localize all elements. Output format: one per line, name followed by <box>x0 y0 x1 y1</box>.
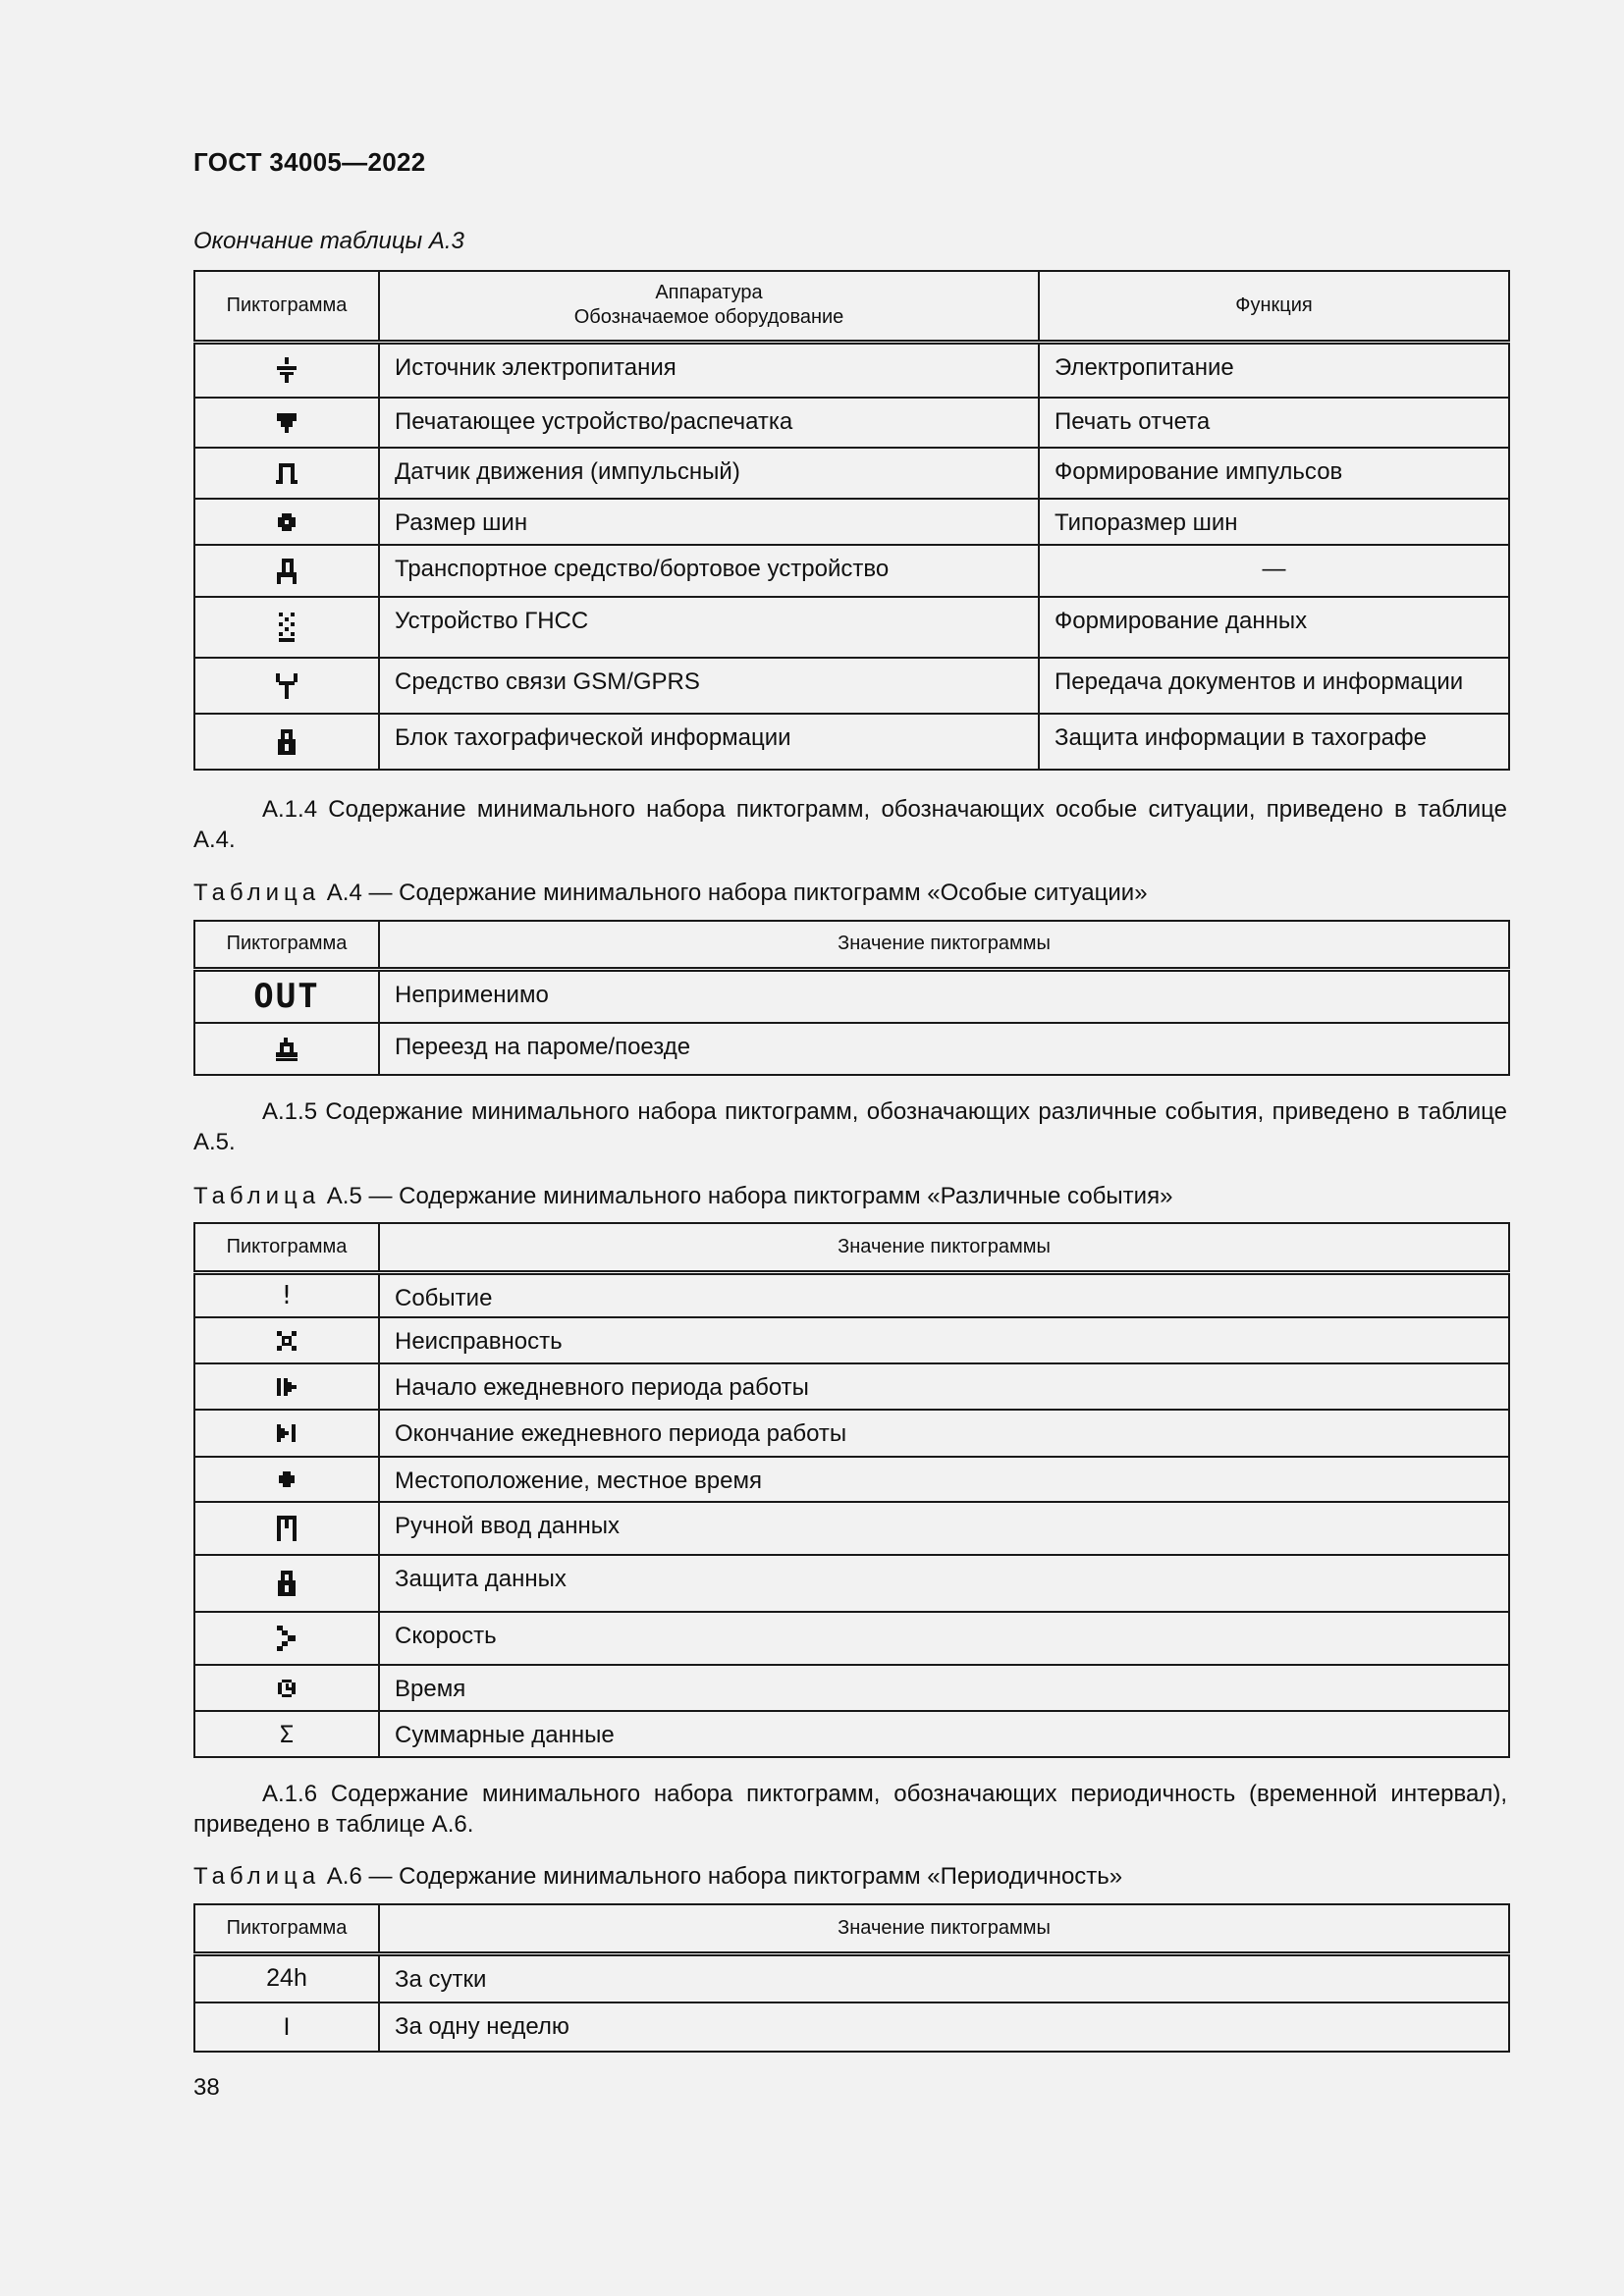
equipment-cell: Устройство ГНСС <box>395 608 589 634</box>
weekly-icon: I <box>283 2012 291 2041</box>
meaning-cell: За одну неделю <box>395 2013 569 2040</box>
function-cell: Электропитание <box>1055 353 1234 381</box>
ferry-train-icon <box>275 1037 298 1062</box>
table-a5 <box>193 1222 1510 1758</box>
table-row <box>194 342 1509 398</box>
meaning-cell: Местоположение, местное время <box>395 1468 762 1494</box>
antenna-icon <box>275 672 298 700</box>
table-a3 <box>193 270 1510 771</box>
equipment-cell: Источник электропитания <box>395 353 677 381</box>
meaning-cell: Ручной ввод данных <box>395 1513 621 1539</box>
table-header-row <box>194 921 1509 969</box>
function-cell: Защита информации в тахографе <box>1055 724 1428 751</box>
table-row <box>194 1023 1509 1075</box>
meaning-cell: Защита данных <box>395 1566 567 1592</box>
table-row <box>194 714 1509 770</box>
start-period-icon <box>276 1376 298 1398</box>
page-number: 38 <box>193 2074 220 2101</box>
table-a6 <box>193 1903 1510 2053</box>
manual-entry-icon <box>276 1515 298 1542</box>
printer-icon <box>276 412 298 434</box>
table-row <box>194 597 1509 658</box>
table-caption-text: А.4 — Содержание минимального набора пиктограмм «Особые ситуации» <box>326 880 1148 906</box>
table-row <box>194 1953 1509 2002</box>
table-row <box>194 1555 1509 1612</box>
table-row <box>194 1410 1509 1457</box>
meaning-cell: Неприменимо <box>395 981 549 1008</box>
table-header-row <box>194 271 1509 342</box>
table-caption-text: А.6 — Содержание минимального набора пиктограмм «Периодичность» <box>326 1863 1123 1890</box>
col-header-equipment-line2: Обозначаемое оборудование <box>573 306 844 329</box>
col-header-equipment <box>379 271 1039 342</box>
table-row <box>194 499 1509 545</box>
gnss-icon <box>277 612 297 643</box>
col-header-meaning: Значение пиктограммы <box>379 1904 1509 1953</box>
meaning-cell: Скорость <box>395 1623 497 1649</box>
table-a6-caption <box>193 1863 1122 1891</box>
equipment-cell: Блок тахографической информации <box>395 724 791 751</box>
power-supply-icon <box>276 357 298 383</box>
equipment-cell: Транспортное средство/бортовое устройство <box>395 556 890 582</box>
table-row <box>194 969 1509 1023</box>
table-row <box>194 1317 1509 1363</box>
col-header-pictogram: Пиктограмма <box>194 1223 379 1272</box>
end-period-icon <box>276 1422 298 1444</box>
table-row <box>194 1502 1509 1555</box>
table-header-row <box>194 1904 1509 1953</box>
daily-icon: 24h <box>266 1964 307 1993</box>
tyre-icon <box>277 512 297 532</box>
meaning-cell: Суммарные данные <box>395 1722 615 1748</box>
table-row <box>194 448 1509 499</box>
function-cell: Печать отчета <box>1055 408 1211 435</box>
table-row <box>194 1711 1509 1757</box>
function-cell: — <box>1262 556 1286 582</box>
meaning-cell: Событие <box>395 1284 493 1311</box>
table-row <box>194 545 1509 597</box>
lock-icon <box>277 728 297 756</box>
function-cell: Передача документов и информации <box>1055 668 1464 695</box>
standard-header: ГОСТ 34005—2022 <box>193 147 426 177</box>
table-header-row <box>194 1223 1509 1272</box>
table-row <box>194 1363 1509 1410</box>
table-row <box>194 1665 1509 1711</box>
meaning-cell: Неисправность <box>395 1328 563 1355</box>
event-icon: ! <box>279 1280 295 1310</box>
table-caption-label: Таблица <box>193 880 321 906</box>
table-row <box>194 1612 1509 1665</box>
equipment-cell: Размер шин <box>395 509 528 536</box>
function-cell: Формирование импульсов <box>1055 458 1343 485</box>
location-icon <box>278 1470 296 1488</box>
table-caption-label: Таблица <box>193 1863 321 1890</box>
pulse-sensor-icon <box>276 461 298 485</box>
paragraph-a14: А.1.4 Содержание минимального набора пиктограмм, обозначающих особые ситуации, приведено в таблице А.4. <box>193 796 1507 853</box>
fault-icon <box>276 1330 298 1352</box>
col-header-meaning: Значение пиктограммы <box>379 1223 1509 1272</box>
table-a3-continuation-caption: Окончание таблицы А.3 <box>193 228 464 254</box>
table-row <box>194 1272 1509 1317</box>
meaning-cell: Начало ежедневного периода работы <box>395 1374 809 1401</box>
lock-icon <box>277 1570 297 1597</box>
col-header-pictogram: Пиктограмма <box>194 1904 379 1953</box>
table-a4 <box>193 920 1510 1076</box>
table-a4-caption <box>193 880 1148 907</box>
clock-icon <box>277 1679 297 1698</box>
table-row <box>194 398 1509 448</box>
table-row <box>194 2002 1509 2052</box>
meaning-cell: Переезд на пароме/поезде <box>395 1034 691 1060</box>
paragraph-a16: А.1.6 Содержание минимального набора пиктограмм, обозначающих периодичность (временной интервал), приведено в таблице А.6. <box>193 1781 1507 1838</box>
meaning-cell: Окончание ежедневного периода работы <box>395 1420 847 1447</box>
table-caption-text: А.5 — Содержание минимального набора пиктограмм «Различные события» <box>326 1183 1173 1209</box>
speed-icon <box>276 1625 298 1652</box>
col-header-meaning: Значение пиктограммы <box>379 921 1509 969</box>
table-row <box>194 658 1509 714</box>
table-caption-label: Таблица <box>193 1183 321 1209</box>
col-header-pictogram: Пиктограмма <box>194 271 379 342</box>
table-a5-caption <box>193 1183 1172 1210</box>
equipment-cell: Датчик движения (импульсный) <box>395 458 740 485</box>
col-header-equipment-line1: Аппаратура <box>655 282 763 304</box>
out-icon: OUT <box>253 977 320 1017</box>
col-header-pictogram: Пиктограмма <box>194 921 379 969</box>
col-header-function: Функция <box>1039 271 1509 342</box>
meaning-cell: За сутки <box>395 1965 487 1993</box>
sum-icon: Σ <box>279 1720 295 1748</box>
meaning-cell: Время <box>395 1676 466 1702</box>
paragraph-a15: А.1.5 Содержание минимального набора пиктограмм, обозначающих различные события, приведено в таблице А.5. <box>193 1098 1507 1155</box>
equipment-cell: Печатающее устройство/распечатка <box>395 408 793 435</box>
equipment-cell: Средство связи GSM/GPRS <box>395 668 700 695</box>
vehicle-icon <box>276 558 298 585</box>
function-cell: Типоразмер шин <box>1055 509 1238 536</box>
table-row <box>194 1457 1509 1502</box>
function-cell: Формирование данных <box>1055 608 1308 634</box>
